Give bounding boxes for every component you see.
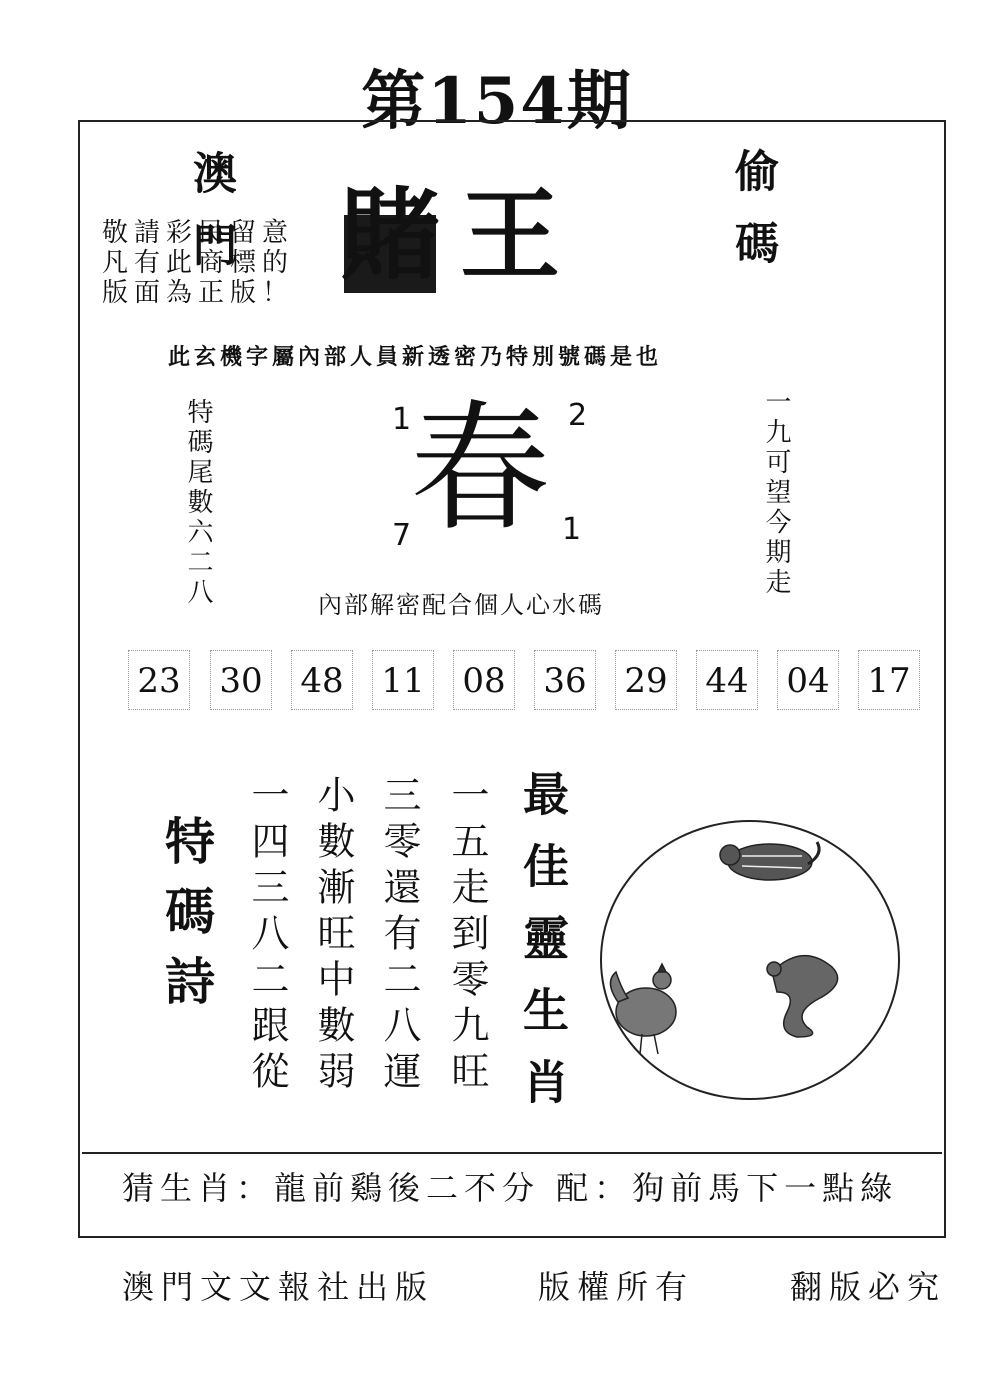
number-box: 44 bbox=[696, 650, 758, 710]
dragon-icon bbox=[767, 956, 838, 1037]
poem-title: 特碼詩 bbox=[157, 815, 216, 1025]
notice-line: 版面為正版！ bbox=[102, 278, 295, 308]
poem-line: 一五走到零九旺 bbox=[445, 775, 489, 1097]
number-row bbox=[128, 650, 928, 714]
authenticity-notice bbox=[102, 218, 320, 308]
best-zodiac-label: 最佳靈生肖 bbox=[516, 770, 570, 1130]
number-box: 17 bbox=[858, 650, 920, 710]
right-side-title: 偷碼 bbox=[727, 148, 778, 292]
left-side-title: 澳門 bbox=[185, 150, 236, 294]
guess-zodiac-line: 猜生肖：龍前鷄後二不分 配：狗前馬下一點綠 bbox=[122, 1169, 899, 1207]
tail-digits-column: 特碼尾數六二八 bbox=[183, 398, 213, 608]
number-box: 08 bbox=[453, 650, 515, 710]
number-box: 29 bbox=[615, 650, 677, 710]
notice-line: 敬請彩民留意 bbox=[102, 218, 295, 248]
number-box: 23 bbox=[128, 650, 190, 710]
rooster-icon bbox=[610, 964, 676, 1054]
number-box: 30 bbox=[210, 650, 272, 710]
corner-digit-top-left: 1 bbox=[392, 402, 412, 437]
zodiac-circle bbox=[600, 820, 900, 1100]
brand-title: 賭王 bbox=[340, 176, 580, 294]
number-box: 48 bbox=[291, 650, 353, 710]
number-box: 36 bbox=[534, 650, 596, 710]
bottom-divider bbox=[82, 1152, 942, 1154]
corner-digit-bottom-left: 7 bbox=[392, 518, 412, 553]
decode-line: 內部解密配合個人心水碼 bbox=[318, 591, 604, 619]
footer-warning: 翻版必究 bbox=[790, 1268, 947, 1306]
footer-rights: 版權所有 bbox=[538, 1268, 695, 1306]
internal-note: 此玄機字屬內部人員新透密乃特別號碼是也 bbox=[168, 345, 663, 370]
riddle-character: 春 bbox=[410, 388, 551, 551]
poem-line: 小數漸旺中數弱 bbox=[311, 775, 355, 1097]
poem-line: 三零還有二八運 bbox=[377, 775, 421, 1097]
hint-column: 一九可望今期走 bbox=[761, 388, 791, 598]
notice-line: 凡有此商標的 bbox=[102, 248, 295, 278]
footer-publisher: 澳門文文報社出版 bbox=[122, 1268, 435, 1306]
tiger-icon bbox=[720, 842, 819, 880]
poem-line: 一四三八二跟從 bbox=[245, 775, 289, 1097]
issue-number: 第154期 bbox=[361, 64, 633, 139]
number-box: 11 bbox=[372, 650, 434, 710]
corner-digit-top-right: 2 bbox=[568, 398, 588, 433]
number-box: 04 bbox=[777, 650, 839, 710]
corner-digit-bottom-right: 1 bbox=[562, 512, 582, 547]
